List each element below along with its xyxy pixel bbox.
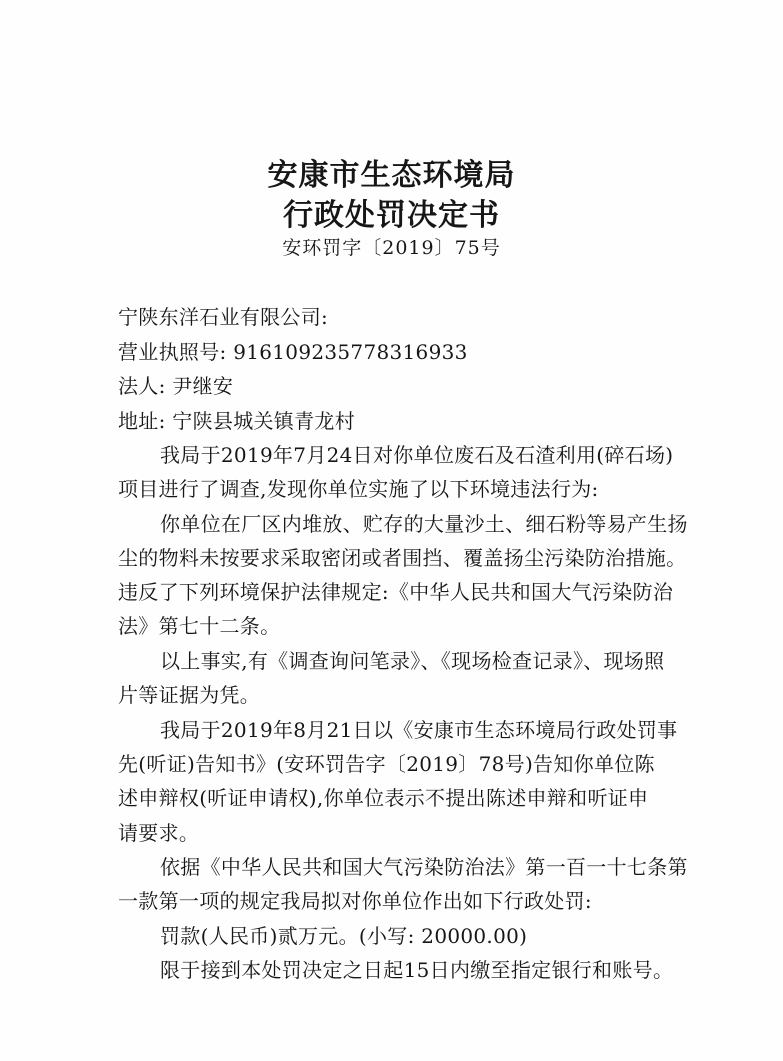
body-line: 以上事实,有《调查询问笔录》、《现场检查记录》、现场照 [160,649,665,673]
body-line: 法》第七十二条。 [118,614,281,638]
business-license-number: 营业执照号: 916109235778316933 [118,340,468,364]
document-title-line-2: 行政处罚决定书 [283,198,500,233]
body-line: 你单位在厂区内堆放、贮存的大量沙土、细石粉等易产生扬 [160,512,688,536]
body-line: 述申辩权(听证申请权),你单位表示不提出陈述申辩和听证申 [118,786,649,810]
legal-representative: 法人: 尹继安 [118,374,234,398]
body-line: 项目进行了调查,发现你单位实施了以下环境违法行为: [118,477,599,501]
body-line: 违反了下列环境保护法律规定:《中华人民共和国大气污染防治 [118,580,674,604]
party-address: 地址: 宁陕县城关镇青龙村 [118,409,355,433]
document-title-line-1: 安康市生态环境局 [267,158,516,193]
body-line: 依据《中华人民共和国大气污染防治法》第一百一十七条第 [160,855,688,879]
body-line: 一款第一项的规定我局拟对你单位作出如下行政处罚: [118,889,592,913]
body-line: 请要求。 [118,821,200,845]
body-line: 先(听证)告知书》(安环罚告字〔2019〕78号)告知你单位陈 [118,752,655,776]
body-line: 我局于2019年8月21日以《安康市生态环境局行政处罚事 [160,718,678,742]
body-line: 尘的物料未按要求采取密闭或者围挡、覆盖扬尘污染防治措施。 [118,546,687,570]
body-line: 我局于2019年7月24日对你单位废石及石渣利用(碎石场) [160,443,674,467]
document-number: 安环罚字〔2019〕75号 [282,237,501,259]
penalty-amount: 罚款(人民币)贰万元。(小写: 20000.00) [160,924,528,948]
body-line: 片等证据为凭。 [118,683,261,707]
party-name: 宁陕东洋石业有限公司: [118,305,329,329]
payment-deadline: 限于接到本处罚决定之日起15日内缴至指定银行和账号。 [160,958,674,982]
